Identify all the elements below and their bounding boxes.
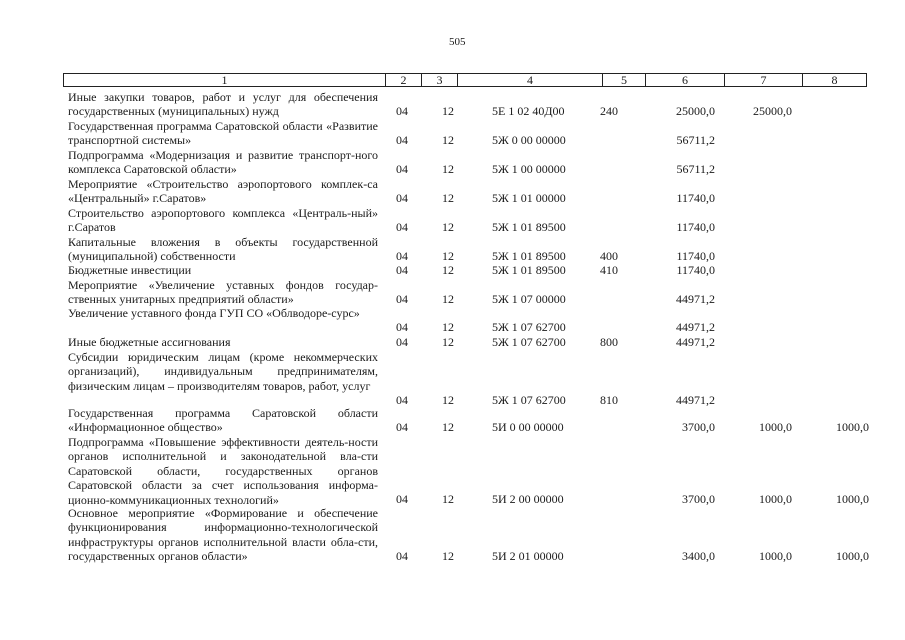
row-subsection: 12 bbox=[442, 263, 454, 277]
row-amount-6: 3700,0 bbox=[682, 492, 715, 506]
header-col-5: 5 bbox=[603, 74, 646, 87]
header-col-2: 2 bbox=[386, 74, 422, 87]
row-section: 04 bbox=[396, 335, 408, 349]
row-target-item: 5Ж 1 07 00000 bbox=[492, 292, 566, 306]
row-amount-6: 44971,2 bbox=[676, 393, 715, 407]
row-subsection: 12 bbox=[442, 492, 454, 506]
row-section: 04 bbox=[396, 162, 408, 176]
row-section: 04 bbox=[396, 292, 408, 306]
row-description: Мероприятие «Увеличение уставных фондов государ-ственных унитарных предприятий области» bbox=[68, 278, 378, 307]
header-col-7: 7 bbox=[725, 74, 803, 87]
row-target-item: 5Ж 1 01 89500 bbox=[492, 263, 566, 277]
row-section: 04 bbox=[396, 191, 408, 205]
row-target-item: 5Ж 1 00 00000 bbox=[492, 162, 566, 176]
row-section: 04 bbox=[396, 133, 408, 147]
row-amount-7: 1000,0 bbox=[759, 420, 792, 434]
row-subsection: 12 bbox=[442, 292, 454, 306]
row-amount-6: 11740,0 bbox=[676, 220, 715, 234]
row-amount-8: 1000,0 bbox=[836, 549, 869, 563]
row-description: Подпрограмма «Повышение эффективности деятель-ности органов исполнительной и законодательной вла-сти Саратовской области, государственных органов Саратовской области за счет использования информа-ционно-коммуникационных технологий» bbox=[68, 435, 378, 507]
row-description: Строительство аэропортового комплекса «Централь-ный» г.Саратов bbox=[68, 206, 378, 235]
row-subsection: 12 bbox=[442, 549, 454, 563]
row-description: Основное мероприятие «Формирование и обеспечение функционирования информационно-технологической инфраструктуры органов исполнительной власти обла-сти, государственных органов области» bbox=[68, 506, 378, 564]
row-target-item: 5И 0 00 00000 bbox=[492, 420, 564, 434]
row-target-item: 5И 2 01 00000 bbox=[492, 549, 564, 563]
row-subsection: 12 bbox=[442, 320, 454, 334]
row-target-item: 5Ж 1 07 62700 bbox=[492, 335, 566, 349]
row-section: 04 bbox=[396, 549, 408, 563]
row-description: Иные закупки товаров, работ и услуг для обеспечения государственных (муниципальных) нужд bbox=[68, 90, 378, 119]
row-section: 04 bbox=[396, 104, 408, 118]
row-expense-type: 400 bbox=[600, 249, 618, 263]
row-amount-6: 44971,2 bbox=[676, 335, 715, 349]
row-subsection: 12 bbox=[442, 220, 454, 234]
row-target-item: 5Ж 1 01 89500 bbox=[492, 249, 566, 263]
row-amount-6: 11740,0 bbox=[676, 191, 715, 205]
row-subsection: 12 bbox=[442, 162, 454, 176]
row-description: Субсидии юридическим лицам (кроме некоммерческих организаций), индивидуальным предпринимателям, физическим лицам – производителям товаров, работ, услуг bbox=[68, 350, 378, 393]
header-col-3: 3 bbox=[422, 74, 458, 87]
row-subsection: 12 bbox=[442, 191, 454, 205]
row-section: 04 bbox=[396, 263, 408, 277]
row-description: Иные бюджетные ассигнования bbox=[68, 335, 231, 349]
row-section: 04 bbox=[396, 420, 408, 434]
row-amount-8: 1000,0 bbox=[836, 492, 869, 506]
row-subsection: 12 bbox=[442, 133, 454, 147]
row-description: Капитальные вложения в объекты государственной (муниципальной) собственности bbox=[68, 235, 378, 264]
row-subsection: 12 bbox=[442, 249, 454, 263]
header-col-6: 6 bbox=[646, 74, 725, 87]
row-section: 04 bbox=[396, 492, 408, 506]
row-amount-6: 11740,0 bbox=[676, 263, 715, 277]
row-amount-6: 25000,0 bbox=[676, 104, 715, 118]
row-amount-6: 44971,2 bbox=[676, 320, 715, 334]
row-subsection: 12 bbox=[442, 420, 454, 434]
row-target-item: 5Ж 1 07 62700 bbox=[492, 393, 566, 407]
row-amount-6: 3400,0 bbox=[682, 549, 715, 563]
header-col-4: 4 bbox=[458, 74, 603, 87]
row-amount-7: 1000,0 bbox=[759, 549, 792, 563]
row-target-item: 5Ж 1 01 00000 bbox=[492, 191, 566, 205]
row-target-item: 5Е 1 02 40Д00 bbox=[492, 104, 565, 118]
row-target-item: 5Ж 1 07 62700 bbox=[492, 320, 566, 334]
row-description: Подпрограмма «Модернизация и развитие транспорт-ного комплекса Саратовской области» bbox=[68, 148, 378, 177]
row-amount-7: 1000,0 bbox=[759, 492, 792, 506]
row-description: Увеличение уставного фонда ГУП СО «Облводоре-сурс» bbox=[68, 306, 360, 320]
row-subsection: 12 bbox=[442, 393, 454, 407]
row-amount-6: 56711,2 bbox=[676, 133, 715, 147]
row-amount-6: 44971,2 bbox=[676, 292, 715, 306]
row-amount-6: 3700,0 bbox=[682, 420, 715, 434]
row-expense-type: 810 bbox=[600, 393, 618, 407]
row-section: 04 bbox=[396, 320, 408, 334]
row-section: 04 bbox=[396, 393, 408, 407]
header-col-8: 8 bbox=[803, 74, 867, 87]
row-description: Мероприятие «Строительство аэропортового комплек-са «Центральный» г.Саратов» bbox=[68, 177, 378, 206]
row-amount-6: 11740,0 bbox=[676, 249, 715, 263]
row-subsection: 12 bbox=[442, 104, 454, 118]
row-target-item: 5Ж 0 00 00000 bbox=[492, 133, 566, 147]
row-description: Бюджетные инвестиции bbox=[68, 263, 192, 277]
row-amount-7: 25000,0 bbox=[753, 104, 792, 118]
row-amount-8: 1000,0 bbox=[836, 420, 869, 434]
row-expense-type: 410 bbox=[600, 263, 618, 277]
row-expense-type: 240 bbox=[600, 104, 618, 118]
row-target-item: 5Ж 1 01 89500 bbox=[492, 220, 566, 234]
row-subsection: 12 bbox=[442, 335, 454, 349]
row-target-item: 5И 2 00 00000 bbox=[492, 492, 564, 506]
page-number: 505 bbox=[449, 36, 466, 48]
row-amount-6: 56711,2 bbox=[676, 162, 715, 176]
row-description: Государственная программа Саратовской области «Развитие транспортной системы» bbox=[68, 119, 378, 148]
row-expense-type: 800 bbox=[600, 335, 618, 349]
row-section: 04 bbox=[396, 249, 408, 263]
row-description: Государственная программа Саратовской области «Информационное общество» bbox=[68, 406, 378, 435]
row-section: 04 bbox=[396, 220, 408, 234]
header-col-1: 1 bbox=[64, 74, 386, 87]
